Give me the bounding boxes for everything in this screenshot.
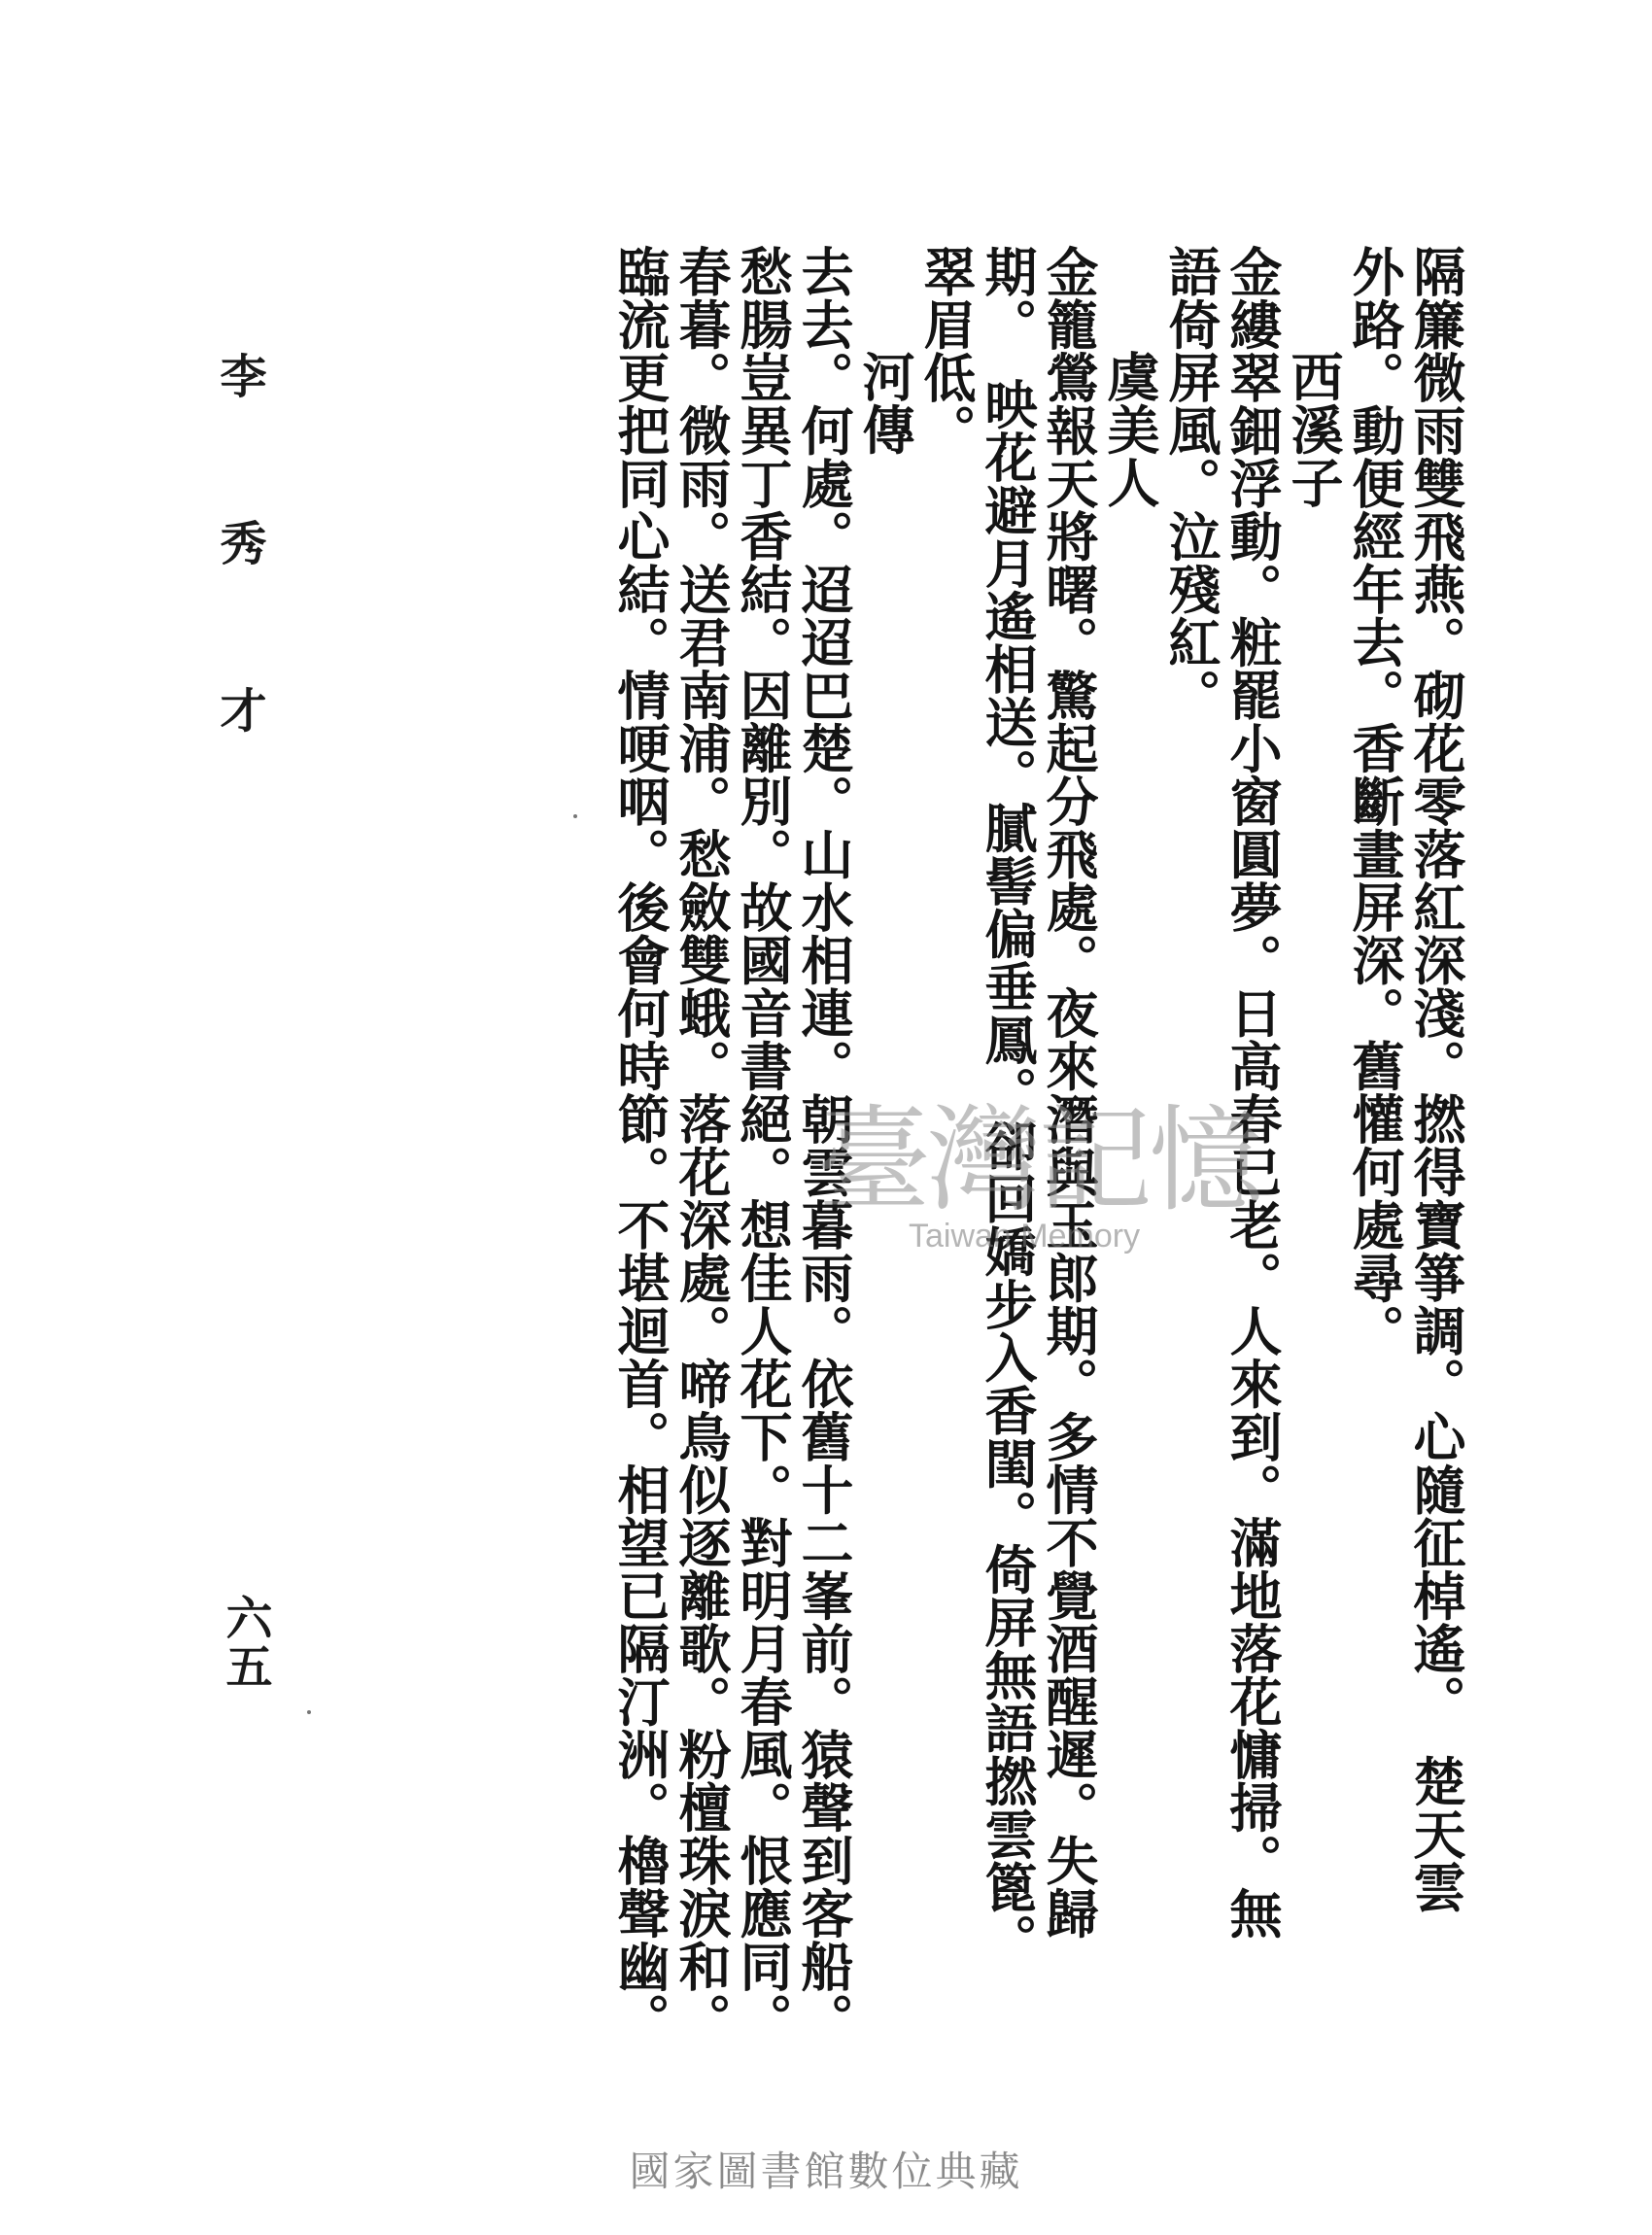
- text-column: 期。 映花避月遙相送。膩髻偏垂鳳。卻回嬌步入香閨。倚屏無語撚雲篦。: [977, 245, 1039, 1967]
- scan-speck: [307, 1710, 311, 1714]
- watermark-main-text: 臺灣記憶: [816, 1093, 1260, 1227]
- poem-text-block: [544, 245, 1467, 2072]
- text-column: 金縷翠鈿浮動。粧罷小窗圓夢。日高春已老。人來到。滿地落花慵掃。無: [1222, 245, 1284, 1940]
- text-column: 翠眉低。: [915, 245, 978, 457]
- poem-title-xixizi: 西溪子: [1283, 350, 1345, 509]
- text-column: 金籠鶯報天將曙。驚起分飛處。夜來潛與玉郎期。多情不覺酒醒遲。失歸: [1038, 245, 1100, 1940]
- poem-title-hezhuan: 河傳: [854, 350, 916, 456]
- text-column: 春暮。微雨。送君南浦。愁斂雙蛾。落花深處。啼鳥似逐離歌。粉檀珠淚和。: [671, 245, 733, 2046]
- text-column: 去去。何處。迢迢巴楚。山水相連。朝雲暮雨。依舊十二峯前。猿聲到客船。: [793, 245, 855, 2046]
- poem-title-yumeiren: 虞美人: [1099, 350, 1161, 509]
- text-column: 愁腸豈異丁香結。因離別。故國音書絕。想佳人花下。對明月春風。恨應同。: [732, 245, 794, 2046]
- text-column: 語倚屏風。泣殘紅。: [1160, 245, 1222, 722]
- library-footer: 國家圖書館數位典藏: [629, 2148, 1023, 2195]
- watermark-sub-text: Taiwan Memory: [909, 1218, 1141, 1255]
- text-column: 外路。動便經年去。香斷畫屏深。舊懽何處尋。: [1344, 245, 1406, 1358]
- text-column: 臨流更把同心結。情哽咽。後會何時節。不堪迴首。相望已隔汀洲。櫓聲幽。: [609, 245, 671, 2046]
- scan-speck: [573, 814, 577, 818]
- text-column: 隔簾微雨雙飛燕。砌花零落紅深淺。撚得寶箏調。心隨征棹遙。 楚天雲: [1405, 245, 1467, 1913]
- page-number: 六五: [218, 1594, 272, 1691]
- running-header: 李 秀 才: [212, 352, 266, 766]
